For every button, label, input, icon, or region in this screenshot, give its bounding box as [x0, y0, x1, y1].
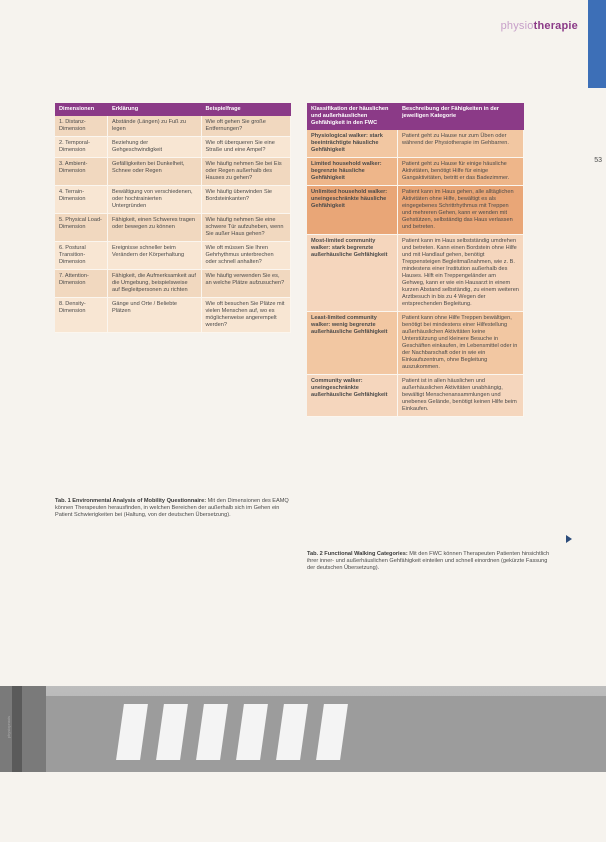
table2-row [307, 235, 524, 312]
table1-row [55, 137, 291, 158]
table1-explanation-cell: Ereignisse schneller beim Verändern der Körperhaltung [108, 242, 202, 270]
table1-dimension-cell [55, 116, 108, 137]
dimension-name: Postural Transition-Dimension [59, 245, 86, 265]
dimension-name: Physical Load-Dimension [59, 217, 102, 230]
table2-classification-cell: Least-limited community walker: wenig begrenzte außerhäusliche Gehfähigkeit [307, 312, 398, 375]
table1-dimension-cell [55, 298, 108, 333]
table1-question-cell: Wie oft überqueren Sie eine Straße und eine Ampel? [202, 137, 292, 158]
table2-header-description: Beschreibung der Fähigkeiten in der jeweiligen Kategorie [398, 103, 524, 130]
table1-question-cell: Wie oft gehen Sie große Entfernungen? [202, 116, 292, 137]
table1-row [55, 158, 291, 186]
dimension-name: Attention-Dimension [59, 273, 89, 286]
table1-dimension-cell [55, 186, 108, 214]
table1-explanation-cell: Gänge und Orte / Beliebte Plätzen [108, 298, 202, 333]
row-number: 6. [59, 245, 64, 251]
table2-row [307, 158, 524, 186]
table2-description-cell: Patient ist in allen häuslichen und außerhäuslichen Aktivitäten unabhängig, bewältigt Menschenansammlungen und unebenes Gelände, benötigt keinen Hilfe beim Einkaufen. [398, 375, 524, 417]
table1-header-explanation: Erklärung [108, 103, 202, 116]
table1-row [55, 214, 291, 242]
table1-dimension-cell [55, 158, 108, 186]
dimension-name: Temporal-Dimension [59, 140, 90, 153]
dimension-name: Terrain-Dimension [59, 189, 86, 202]
table1-question-cell: Wie oft müssen Sie Ihren Gehrhythmus unterbrechen oder schnell anhalten? [202, 242, 292, 270]
table2-caption [307, 551, 553, 573]
dimension-name: Ambient-Dimension [59, 161, 88, 174]
caption1-text: Mit den Dimensionen des EAMQ können Therapeuten herausfinden, in welchen Bereichen der außerhalb sich im Gehen ein Patient Schwierigkeiten bei (Haltung, von der deutschen Übersetzung). [55, 498, 289, 519]
table1-dimension-cell [55, 214, 108, 242]
table2-classification-cell: Limited household walker: begrenzte häusliche Gehfähigkeit [307, 158, 398, 186]
table1-dimension-cell [55, 270, 108, 298]
table2-description-cell: Patient kann im Haus gehen, alle alltäglichen Aktivitäten ohne Hilfe, bewältigt es als eingegebenes Schrittrhythmus mit Treppen und mehreren Gehen, kann er wenden mit Gehstützen, selbständig das Haus verlassen und betreten. [398, 186, 524, 235]
table1-question-cell: Wie häufig nehmen Sie eine schwere Tür aufzuheben, wenn Sie außer Haus gehen? [202, 214, 292, 242]
row-number: 7. [59, 273, 64, 279]
table1-question-cell: Wie häufig nehmen Sie bei Eis oder Regen außerhalb des Hauses zu gehen? [202, 158, 292, 186]
brand-suffix: therapie [533, 20, 578, 32]
table1-explanation-cell: Beziehung der Gehgeschwindigkeit [108, 137, 202, 158]
table2-description-cell: Patient geht zu Hause für einige häusliche Aktivitäten, benötigt Hilfe für einige Gangaktivitäten, betritt er das Badezimmer. [398, 158, 524, 186]
table1-question-cell: Wie häufig verwenden Sie es, an welche Plätze aufzusuchen? [202, 270, 292, 298]
table2-row [307, 130, 524, 158]
caption2-title: Tab. 2 Functional Walking Categories: [307, 551, 408, 557]
table2-row [307, 375, 524, 417]
table2-row [307, 186, 524, 235]
row-number: 2. [59, 140, 64, 146]
row-number: 4. [59, 189, 64, 195]
table1-question-cell: Wie häufig überwinden Sie Bordsteinkanten? [202, 186, 292, 214]
page-number: 53 [594, 157, 602, 164]
table1-explanation-cell: Abstände (Längen) zu Fuß zu legen [108, 116, 202, 137]
table1-dimension-cell [55, 242, 108, 270]
table1-question-cell: Wie oft besuchen Sie Plätze mit vielen Menschen auf, wo es möglicherweise angerempelt werden? [202, 298, 292, 333]
dimension-name: Distanz-Dimension [59, 119, 86, 132]
table1-row [55, 242, 291, 270]
section-tab [588, 0, 606, 88]
row-number: 3. [59, 161, 64, 167]
table-eamq [55, 103, 291, 333]
table1-header-question: Beispielfrage [202, 103, 292, 116]
table2-classification-cell: Community walker: uneingeschränkte außerhäusliche Gehfähigkeit [307, 375, 398, 417]
table1-row [55, 116, 291, 137]
table2-description-cell: Patient geht zu Hause nur zum Üben oder während der Physiotherapie im Gehbarren. [398, 130, 524, 158]
table2-description-cell: Patient kann im Haus selbstständig umdrehen und betreten. Kann einen Bordstein ohne Hilfe und mit Handlauf gehen, benötigt Treppensteigen Begleitmaßnahmen, wie z. B. mindestens einer Institution außerhalb des Hauses. Hilft ein Treppengeländer am Gehweg, kann er wie ein Hausarzt in einem kurzen Abstand selbständig, zu einem weiteren Arztbesuch in bis zu 4 Wegen der entsprechenden Begleitung. [398, 235, 524, 312]
dimension-name: Density-Dimension [59, 301, 86, 314]
table1-explanation-cell: Fähigkeit, die Aufmerksamkeit auf die Umgebung, beispielsweise auf Begleitpersonen zu richten [108, 270, 202, 298]
table1-explanation-cell: Gefälligkeiten bei Dunkelheit, Schnee oder Regen [108, 158, 202, 186]
table1-body [55, 116, 291, 333]
brand-prefix: physio [500, 20, 534, 32]
caption2-text: Mit den FWC können Therapeuten Patienten hinsichtlich ihrer inner- und außerhäuslichen Gehfähigkeit einteilen und schnell einordnen (gekürzte Fassung der deutschen Übersetzung). [307, 551, 550, 572]
table-fwc [307, 103, 524, 417]
table1-row [55, 186, 291, 214]
row-number: 8. [59, 301, 64, 307]
table1-header-dimension: Dimensionen [55, 103, 108, 116]
caption1-title: Tab. 1 Environmental Analysis of Mobility Questionnaire: [55, 498, 207, 504]
table1-explanation-cell: Fähigkeit, einen Schweres tragen oder bewegen zu können [108, 214, 202, 242]
pole [12, 686, 22, 772]
table2-classification-cell: Most-limited community walker: stark begrenzte außerhäusliche Gehfähigkeit [307, 235, 398, 312]
table1-dimension-cell [55, 137, 108, 158]
table2-row [307, 312, 524, 375]
brand-logo [501, 20, 578, 32]
table2-description-cell: Patient kann ohne Hilfe Treppen bewältigen, benötigt bei mindestens einer Hilfestellung außerhäuslichen Aktivitäten keine Unterstützung und kleinere Besuche in Geschäften einkaufen, im Lebensmittel oder in der Nachbarschaft oder in wie ein Einkaufszentrum, ohne Begleitung auszukommen. [398, 312, 524, 375]
table2-body [307, 130, 524, 417]
side-label: physiopraxis [6, 716, 11, 739]
table1-caption [55, 498, 291, 520]
table2-header-classification: Klassifikation der häuslichen und außerhäuslichen Gehfähigkeit in den FWC [307, 103, 398, 130]
crosswalk-photo [0, 686, 606, 772]
row-number: 1. [59, 119, 64, 125]
table1-row [55, 270, 291, 298]
table1-row [55, 298, 291, 333]
table1-explanation-cell: Bewältigung von verschiedenen, oder hochtrainierten Untergründen [108, 186, 202, 214]
continue-arrow-icon [566, 535, 572, 543]
table2-classification-cell: Unlimited household walker: uneingeschränkte häusliche Gehfähigkeit [307, 186, 398, 235]
row-number: 5. [59, 217, 64, 223]
table2-classification-cell: Physiological walker: stark beeinträchtigte häusliche Gehfähigkeit [307, 130, 398, 158]
